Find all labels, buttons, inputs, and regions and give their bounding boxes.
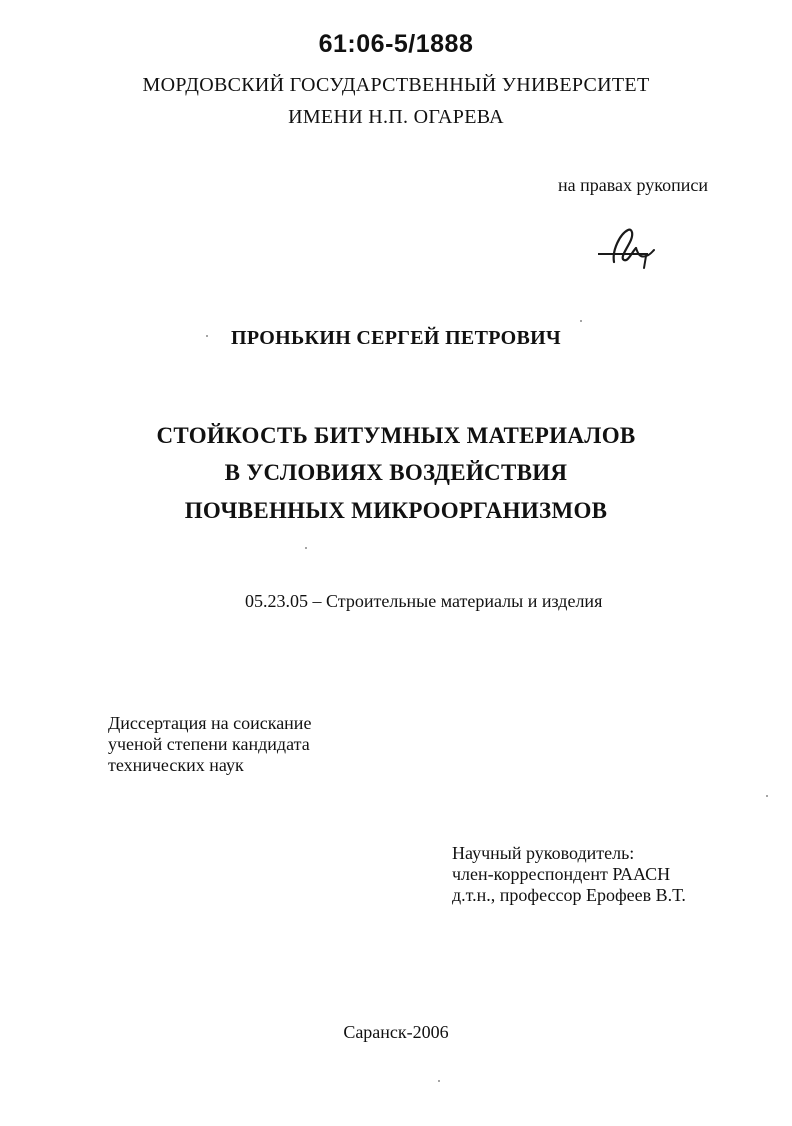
university-name-line2: ИМЕНИ Н.П. ОГАРЕВА	[288, 106, 504, 128]
dissertation-line3: технических наук	[108, 755, 244, 775]
scan-speck	[305, 547, 307, 549]
manuscript-rights-note: на правах рукописи	[558, 175, 708, 195]
specialty-code: 05.23.05 – Строительные материалы и изделия	[245, 591, 603, 611]
thesis-title-line1: СТОЙКОСТЬ БИТУМНЫХ МАТЕРИАЛОВ	[156, 423, 636, 448]
scan-speck	[438, 1080, 440, 1082]
thesis-title-line2: В УСЛОВИЯХ ВОЗДЕЙСТВИЯ	[224, 460, 568, 485]
dissertation-line1: Диссертация на соискание	[108, 713, 312, 733]
thesis-title-line3: ПОЧВЕННЫХ МИКРООРГАНИЗМОВ	[184, 498, 608, 523]
scan-speck	[206, 335, 208, 337]
catalog-stamp: 61:06-5/1888	[318, 30, 474, 58]
handwritten-signature	[590, 222, 660, 272]
supervisor-line3: д.т.н., профессор Ерофеев В.Т.	[452, 885, 686, 905]
scan-speck	[580, 320, 582, 322]
supervisor-line2: член-корреспондент РААСН	[452, 864, 671, 884]
scan-speck	[766, 795, 768, 797]
city-year: Саранск-2006	[343, 1022, 449, 1042]
author-name: ПРОНЬКИН СЕРГЕЙ ПЕТРОВИЧ	[231, 327, 561, 349]
supervisor-line1: Научный руководитель:	[452, 843, 635, 863]
university-name-line1: МОРДОВСКИЙ ГОСУДАРСТВЕННЫЙ УНИВЕРСИТЕТ	[142, 74, 650, 96]
supervisor-block	[452, 843, 686, 906]
dissertation-line2: ученой степени кандидата	[108, 734, 310, 754]
dissertation-degree-block	[108, 713, 311, 776]
